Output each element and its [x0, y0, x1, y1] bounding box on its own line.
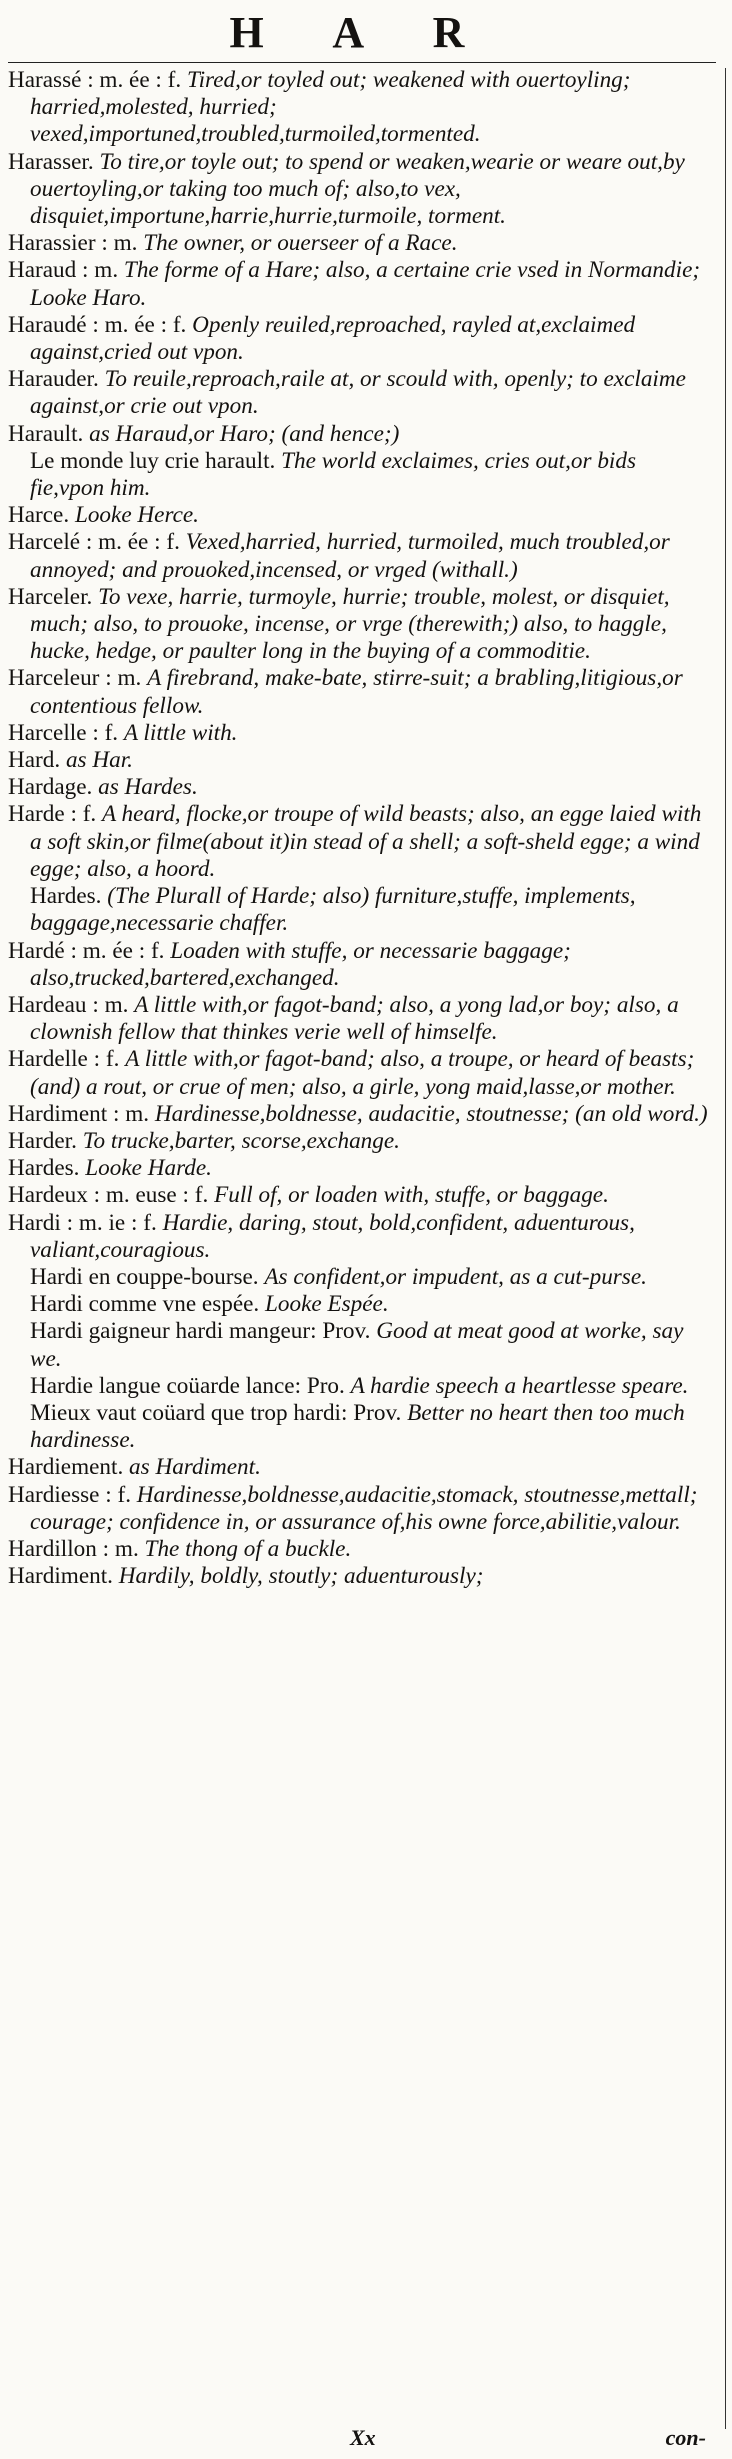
dictionary-entry [8, 529, 710, 583]
sub-entry [8, 1264, 710, 1291]
entry-headword: Hardiement. [8, 1454, 124, 1481]
entry-headword: Harassé [8, 67, 82, 93]
sub-entry [8, 1400, 710, 1454]
entry-headword: Hardi [8, 1209, 61, 1236]
entry-grammar: : m. [92, 991, 129, 1018]
entry-definition: The thong of a buckle. [144, 1535, 352, 1562]
entry-headword: Harceler. [8, 583, 93, 610]
entry-headword: Harauder. [8, 366, 99, 393]
entry-definition: Looke Herce. [74, 502, 199, 529]
entry-grammar: : m. [112, 1100, 150, 1127]
entry-definition: Hardinesse,boldnesse,audacitie,stomack, stoutnesse,mettall; courage; confidence in, or assurance of,his owne force,abilitie,valour. [30, 1481, 698, 1535]
entry-grammar: : m. [101, 230, 138, 257]
entry-headword: Hardiment [8, 1100, 108, 1127]
dictionary-entry [8, 1101, 710, 1128]
entry-grammar: : m. ée : f. [85, 529, 180, 556]
entry-grammar: : f. [92, 719, 119, 746]
entry-definition: To reuile,reproach,raile at, or scould with, openly; to exclaime against,or crie out vpon. [30, 366, 686, 420]
dictionary-entry [8, 67, 710, 149]
dictionary-entry [8, 366, 710, 420]
entry-headword: Hardeau [8, 991, 87, 1018]
page-footer [0, 2425, 732, 2451]
dictionary-entry [8, 1563, 710, 1590]
dictionary-entry [8, 1454, 710, 1481]
entry-definition: To trucke,barter, scorse,exchange. [82, 1127, 400, 1154]
entry-headword: Harceleur [8, 665, 100, 692]
entry-grammar: Prov. [353, 1399, 402, 1426]
entry-definition: (The Plurall of Harde; also) furniture,stuffe, implements, baggage,necessarie chaffer. [30, 883, 636, 937]
entry-headword: Mieux vaut coüard que trop hardi: [30, 1399, 348, 1426]
entry-definition: as Hardes. [98, 774, 198, 801]
dictionary-entry [8, 312, 710, 366]
entry-headword: Hardes. [30, 883, 102, 910]
entry-grammar: : m. [105, 665, 142, 692]
entry-definition: The owner, or ouerseer of a Race. [143, 230, 458, 257]
entry-definition: Openly reuiled,reproached, rayled at,exclaimed against,cried out vpon. [30, 311, 636, 366]
dictionary-entry [8, 1210, 710, 1264]
entry-definition: A little with. [123, 719, 238, 746]
dictionary-entry [8, 665, 710, 719]
entry-headword: Hardiesse [8, 1481, 100, 1508]
entry-definition: Hardily, boldly, stoutly; aduenturously; [118, 1563, 484, 1590]
entry-headword: Hardelle [8, 1046, 88, 1073]
entry-grammar: : m. [82, 257, 119, 284]
entry-definition: A little with,or fagot-band; also, a troupe, or heard of beasts; (and) a rout, or crue of men; also, a girle, yong maid,lasse,or mother. [30, 1046, 695, 1100]
entry-grammar: : m. [102, 1535, 139, 1562]
entry-grammar: Pro. [306, 1372, 345, 1399]
entry-headword: Harcelle [8, 719, 87, 746]
entry-headword: Hardi comme vne espée. [30, 1291, 260, 1318]
entry-headword: Harcelé [8, 529, 81, 556]
entry-definition: A little with,or fagot-band; also, a yong lad,or boy; also, a clownish fellow that thinkes verie well of himselfe. [30, 991, 679, 1046]
entry-definition: To vexe, harrie, turmoyle, hurrie; trouble, molest, or disquiet, much; also, to prouoke, incense, or vrge (therewith;) also, to haggle, hucke, hedge, or paulter long in the buying of a commoditie. [30, 583, 670, 665]
entry-headword: Le monde luy crie harault. [30, 447, 276, 474]
running-head: H A R [229, 8, 495, 57]
entry-headword: Hardiment. [8, 1563, 113, 1590]
dictionary-entry [8, 720, 710, 747]
entry-definition: as Hardiment. [129, 1454, 261, 1481]
column-rule [725, 68, 726, 2429]
dictionary-entry [8, 149, 710, 231]
dictionary-entry [8, 801, 710, 883]
dictionary-entry [8, 230, 710, 257]
entry-headword: Hardé [8, 937, 65, 964]
entry-definition: Good at meat good at worke, say we. [30, 1318, 684, 1372]
entry-definition: Looke Espée. [265, 1291, 389, 1318]
dictionary-entry [8, 1182, 710, 1209]
sub-entry [8, 883, 710, 937]
dictionary-entry [8, 257, 710, 311]
entry-definition: A heard, flocke,or troupe of wild beasts; also, an egge laied with a soft skin,or filme(about it)in stead of a shell; a soft-sheld egge; a wind egge; also, a hoord. [30, 801, 702, 882]
entry-grammar: : f. [105, 1481, 131, 1508]
entry-definition: A hardie speech a heartlesse speare. [350, 1372, 689, 1399]
entry-definition: As confident,or impudent, as a cut-purse. [264, 1263, 647, 1290]
entry-headword: Hardeux [8, 1182, 88, 1209]
dictionary-entry [8, 502, 710, 529]
entry-definition: as Har. [65, 747, 133, 774]
entry-grammar: : m. ée : f. [70, 937, 165, 964]
entry-definition: The world exclaimes, cries out,or bids fie,vpon him. [30, 447, 636, 502]
entry-grammar: : m. euse : f. [93, 1182, 209, 1209]
header-rule [8, 62, 716, 63]
entry-headword: Haraudé [8, 311, 87, 338]
entry-headword: Hardi en couppe-bourse. [30, 1263, 259, 1290]
entry-list [8, 67, 710, 1590]
entry-headword: Hardes. [8, 1155, 80, 1182]
entry-headword: Hardillon [8, 1535, 97, 1562]
dictionary-entry [8, 1046, 710, 1100]
catchword: con- [665, 2425, 706, 2450]
sub-entry [8, 1318, 710, 1372]
entry-grammar: : f. [70, 801, 97, 828]
entry-definition: Hardinesse,boldnesse, audacitie, stoutnesse; (an old word.) [154, 1100, 708, 1127]
entry-headword: Harde [8, 801, 65, 828]
dictionary-entry [8, 992, 710, 1046]
entry-grammar: : m. ie : f. [66, 1209, 157, 1236]
entry-definition: Tired,or toyled out; weakened with ouertoyling; harried,molested, hurried; vexed,importuned,troubled,turmoiled,tormented. [30, 67, 631, 148]
entry-headword: Harasser. [8, 148, 94, 175]
entry-definition: Hardie, daring, stout, bold,confident, aduenturous, valiant,couragious. [30, 1209, 635, 1263]
sub-entry [8, 448, 710, 502]
dictionary-entry [8, 938, 710, 992]
entry-grammar: : f. [93, 1046, 120, 1073]
entry-definition: To tire,or toyle out; to spend or weaken,wearie or weare out,by ouertoyling,or taking too much of; also,to vex, disquiet,importune,harrie,hurrie,turmoile, torment. [30, 148, 685, 230]
dictionary-entry [8, 774, 710, 801]
dictionary-entry [8, 1155, 710, 1182]
entry-definition: Vexed,harried, hurried, turmoiled, much troubled,or annoyed; and prouoked,incensed, or vrged (withall.) [30, 529, 670, 583]
entry-grammar: Prov. [322, 1318, 371, 1345]
sub-entry [8, 1373, 710, 1400]
entry-headword: Hardage. [8, 774, 93, 801]
entry-definition: Looke Harde. [85, 1155, 212, 1182]
dictionary-entry [8, 1536, 710, 1563]
entry-definition: A firebrand, make-bate, stirre-suit; a brabling,litigious,or contentious fellow. [30, 665, 683, 719]
entry-headword: Harder. [8, 1127, 77, 1154]
signature-mark: Xx [350, 2425, 376, 2450]
entry-definition: Loaden with stuffe, or necessarie baggage; also,trucked,bartered,exchanged. [30, 937, 571, 991]
dictionary-entry [8, 421, 710, 448]
entry-headword: Harassier [8, 230, 96, 257]
dictionary-entry [8, 1482, 710, 1536]
dictionary-entry [8, 584, 710, 666]
entry-definition: Full of, or loaden with, stuffe, or baggage. [214, 1182, 609, 1209]
entry-definition: Better no heart then too much hardinesse. [30, 1399, 685, 1454]
entry-headword: Haraud [8, 257, 77, 284]
entry-headword: Harce. [8, 502, 70, 529]
entry-headword: Harault. [8, 420, 84, 447]
sub-entry [8, 1291, 710, 1318]
entry-grammar: : m. ée : f. [92, 311, 187, 338]
entry-headword: Hardi gaigneur hardi mangeur: [30, 1318, 317, 1345]
dictionary-entry [8, 747, 710, 774]
entry-definition: The forme of a Hare; also, a certaine crie vsed in Normandie; Looke Haro. [30, 257, 701, 311]
entry-headword: Hard. [8, 747, 61, 774]
entry-headword: Hardie langue coüarde lance: [30, 1372, 302, 1399]
entry-grammar: : m. ée : f. [87, 67, 182, 93]
dictionary-entry [8, 1128, 710, 1155]
entry-definition: as Haraud,or Haro; (and hence;) [89, 420, 400, 447]
